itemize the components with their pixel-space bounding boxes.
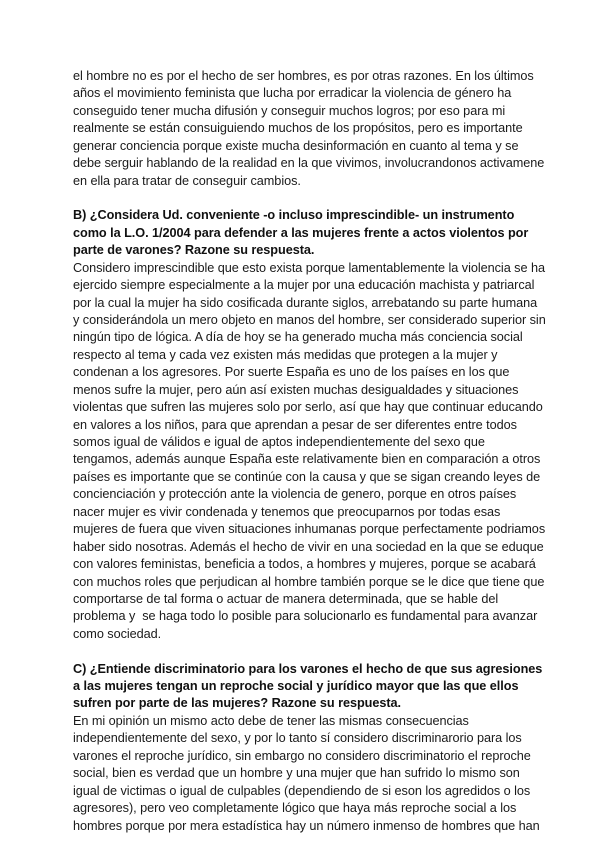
text-line: comportarse de tal forma o actuar de manera determinada, que se hable del — [73, 591, 499, 606]
section-c — [73, 661, 543, 835]
text-line: condenan a los agresores. Por suerte España es uno de los países en los que — [73, 365, 510, 380]
text-line: hombres porque por mera estadística hay un número inmenso de hombres que han — [73, 818, 540, 833]
text-line: en valores a los niños, para que aprendan a pesar de ser diferentes entre todos — [73, 417, 517, 432]
text-line: y considerándola un mero objeto en manos del hombre, ser considerado superior sin — [73, 312, 546, 327]
text-line: somos igual de válidos e igual de aptos independientemente del sexo que — [73, 435, 485, 450]
text-line: varones el reproche jurídico, sin embargo no considero discriminatorio el reproche — [73, 748, 531, 763]
text-line: generar conciencia porque existe mucha desinformación en cuanto al tema y se — [73, 138, 519, 153]
text-line: conseguido tener mucha difusión y conseguir muchos logros; por eso para mi — [73, 103, 506, 118]
text-line: tengamos, además aunque España este relativamente bien en comparación a otros — [73, 452, 541, 467]
text-line: respecto al tema y cada vez existen más medidas que protegen a la mujer y — [73, 347, 498, 362]
text-line: años el movimiento feminista que lucha por erradicar la violencia de género ha — [73, 86, 512, 101]
question-line: C) ¿Entiende discriminatorio para los varones el hecho de que sus agresiones — [73, 661, 543, 676]
section-b-answer — [73, 260, 546, 644]
text-line: realmente se están consuiguiendo muchos de los propósitos, pero es importante — [73, 121, 523, 136]
text-line: En mi opinión un mismo acto debe de tener las mismas consecuencias — [73, 713, 469, 728]
paragraph-spacer — [73, 643, 535, 660]
text-line: ejercido siempre especialmente a la mujer por una educación machista y patriarcal — [73, 278, 535, 293]
text-line: menos sufre la mujer, pero aún así existen muchas desigualdades y situaciones — [73, 382, 519, 397]
question-line: sufren por parte de las mujeres? Razone su respuesta. — [73, 696, 402, 711]
section-c-question — [73, 661, 543, 713]
text-line: en ella para tratar de conseguir cambios. — [73, 173, 301, 188]
text-line: concienciación y protección ante la violencia de genero, porque en otros países — [73, 487, 517, 502]
section-c-answer — [73, 713, 540, 835]
text-line: agresores), pero veo completamente lógico que haya más reproche social a los — [73, 801, 517, 816]
text-line: Considero imprescindible que esto exista porque lamentablemente la violencia se ha — [73, 260, 545, 275]
text-line: problema y se haga todo lo posible para solucionarlo es fundamental para avanzar — [73, 609, 538, 624]
text-line: ningún tipo de lógica. A día de hoy se ha generado mucha más conciencia social — [73, 330, 523, 345]
text-line: por la cual la mujer ha sido cosificada durante siglos, arrebatando su parte humana — [73, 295, 538, 310]
text-line: con valores feministas, beneficia a todos, a hombres y mujeres, porque se acabará — [73, 557, 536, 572]
text-line: con muchos roles que perjudican al hombre también porque se le dice que tiene que — [73, 574, 545, 589]
text-line: debe serguir hablando de la realidad en la que vivimos, involucrandonos activamene — [73, 156, 545, 171]
question-line: parte de varones? Razone su respuesta. — [73, 243, 315, 258]
text-line: independientemente del sexo, y por lo tanto sí considero discriminarorio para los — [73, 731, 522, 746]
text-line: países es importante que se continúe con la causa y que se sigan creando leyes de — [73, 469, 541, 484]
text-line: mujeres de fuera que viven situaciones inhumanas porque perfectamente podriamos — [73, 522, 546, 537]
text-line: nacer mujer es vivir condenada y tenemos que preocuparnos por todas esas — [73, 504, 501, 519]
paragraph-spacer — [73, 190, 535, 207]
intro-paragraph — [73, 68, 545, 190]
text-line: violentas que sufren las mujeres solo por serlo, así que hay que continuar educando — [73, 400, 543, 415]
text-line: el hombre no es por el hecho de ser hombres, es por otras razones. En los últimos — [73, 69, 534, 83]
document-body — [73, 68, 546, 835]
text-line: haber sido nosotras. Además el hecho de vivir en una sociedad en la que se eduque — [73, 539, 544, 554]
text-line: igual de victimas o igual de culpables (dependiendo de si eson los agredidos o los — [73, 783, 531, 798]
section-b — [73, 207, 546, 643]
question-line: como la L.O. 1/2004 para defender a las mujeres frente a actos violentos por — [73, 225, 529, 240]
section-b-question — [73, 207, 535, 259]
text-line: social, bien es verdad que un hombre y una mujer que han sufrido lo mismo son — [73, 766, 520, 781]
text-line: como sociedad. — [73, 626, 162, 641]
question-line: a las mujeres tengan un reproche social y jurídico mayor que las que ellos — [73, 679, 519, 694]
question-line: B) ¿Considera Ud. conveniente -o incluso imprescindible- un instrumento — [73, 208, 515, 223]
